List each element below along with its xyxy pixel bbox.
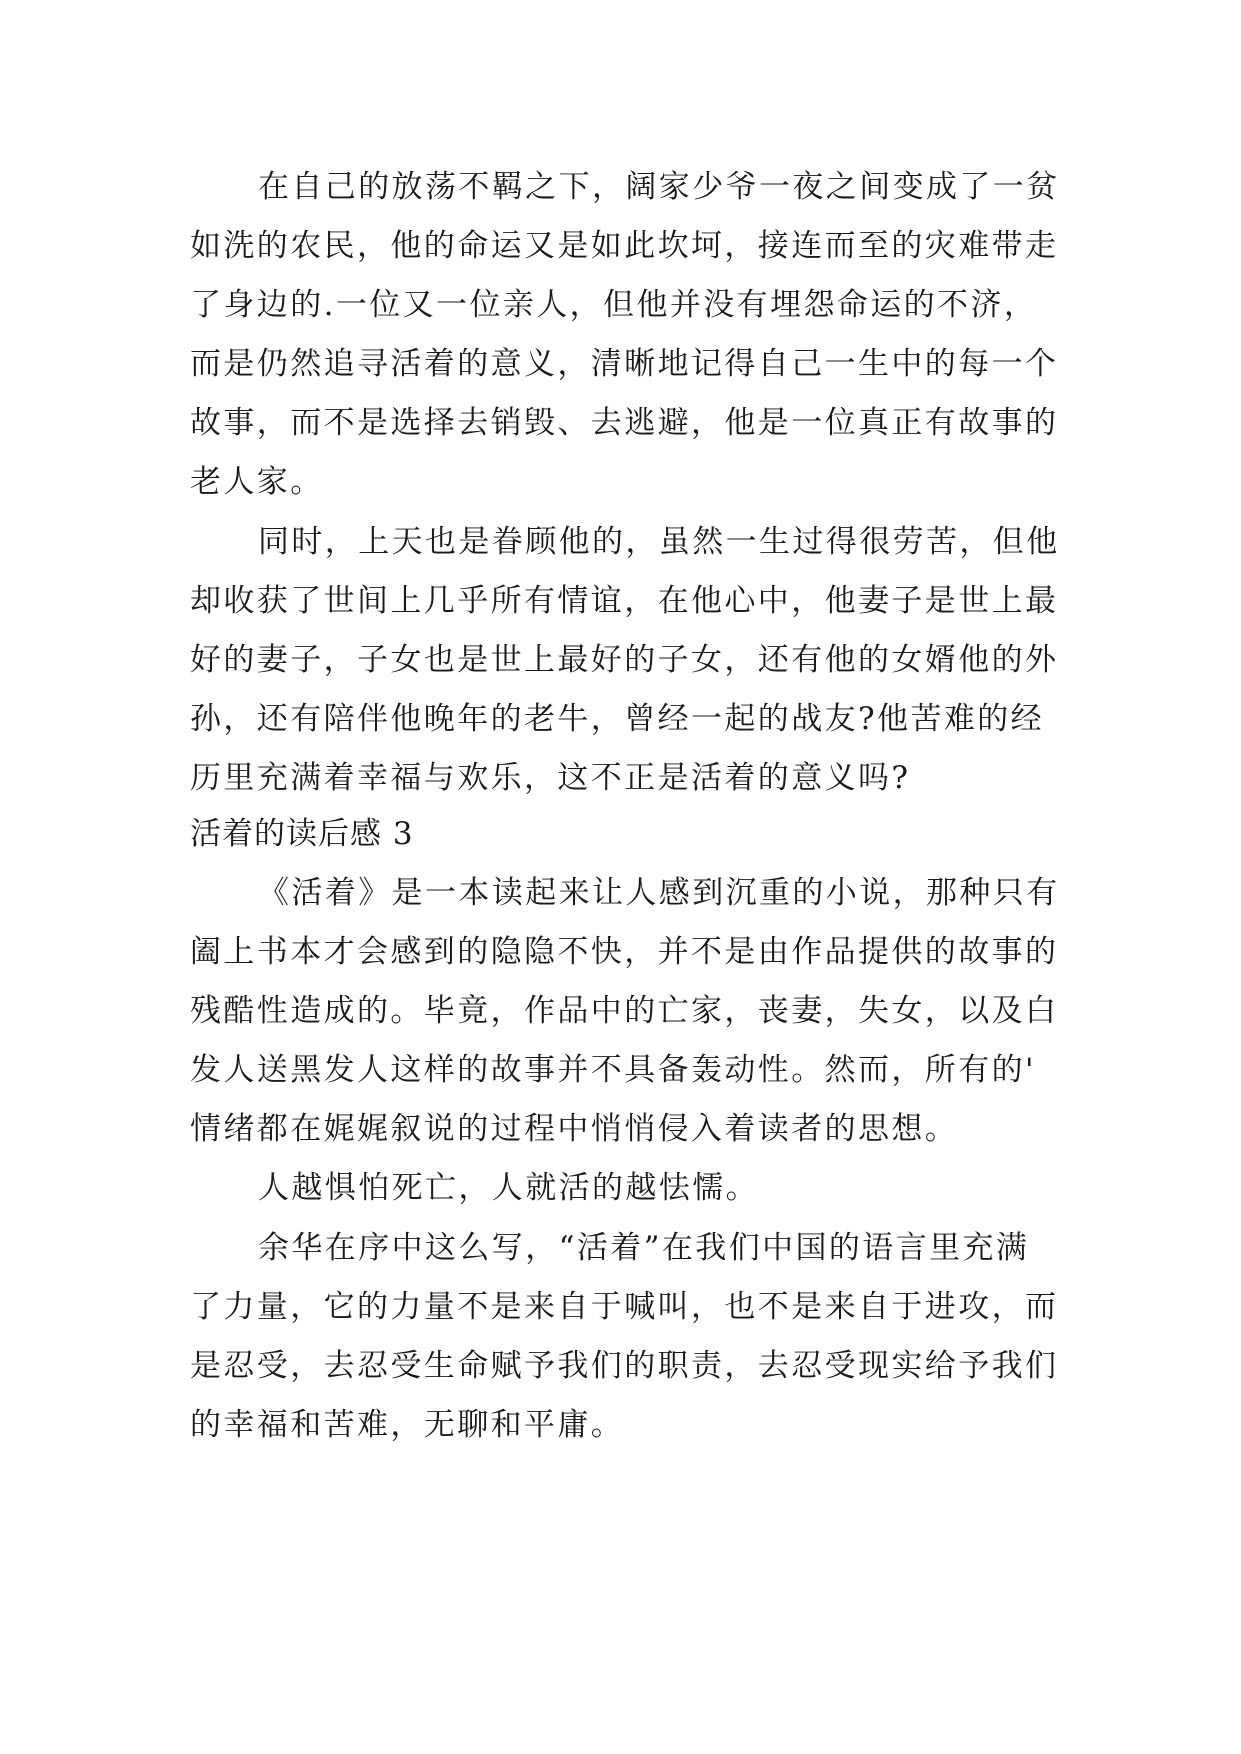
paragraph-2-line-4: 孙，还有陪伴他晚年的老牛，曾经一起的战友?他苦难的经 [190,701,1045,737]
paragraph-5-line-4: 的幸福和苦难，无聊和平庸。 [190,1407,625,1443]
paragraph-2-line-3: 好的妻子，子女也是世上最好的子女，还有他的女婿他的外 [190,642,1059,678]
paragraph-1-line-2: 如洗的农民，他的命运又是如此坎坷，接连而至的灾难带走 [190,228,1059,264]
paragraph-1-line-6: 老人家。 [190,464,324,500]
paragraph-3-line-5: 情绪都在娓娓叙说的过程中悄悄侵入着读者的思想。 [190,1111,959,1147]
paragraph-3-line-4: 发人送黑发人这样的故事并不具备轰动性。然而，所有的' [190,1052,1036,1088]
paragraph-3-line-3: 残酷性造成的。毕竟，作品中的亡家，丧妻，失女，以及白 [190,993,1059,1029]
section-heading: 活着的读后感 3 [190,816,414,852]
paragraph-5-line-2: 了力量，它的力量不是来自于喊叫，也不是来自于进攻，而 [190,1289,1059,1325]
paragraph-4-line-1: 人越惧怕死亡，人就活的越怯懦。 [258,1170,759,1206]
paragraph-1-line-3: 了身边的.一位又一位亲人，但他并没有埋怨命运的不济， [190,287,1038,323]
paragraph-2-line-2: 却收获了世间上几乎所有情谊，在他心中，他妻子是世上最 [190,583,1059,619]
paragraph-2-line-5: 历里充满着幸福与欢乐，这不正是活着的意义吗? [190,760,911,796]
paragraph-1-line-1: 在自己的放荡不羁之下，阔家少爷一夜之间变成了一贫 [258,169,1060,205]
paragraph-1-line-5: 故事，而不是选择去销毁、去逃避，他是一位真正有故事的 [190,405,1059,441]
paragraph-3-line-2: 阖上书本才会感到的隐隐不快，并不是由作品提供的故事的 [190,934,1059,970]
paragraph-2-line-1: 同时，上天也是眷顾他的，虽然一生过得很劳苦，但他 [258,524,1060,560]
paragraph-1-line-4: 而是仍然追寻活着的意义，清晰地记得自己一生中的每一个 [190,346,1059,382]
paragraph-5-line-3: 是忍受，去忍受生命赋予我们的职责，去忍受现实给予我们 [190,1348,1059,1384]
paragraph-3-line-1: 《活着》是一本读起来让人感到沉重的小说，那种只有 [258,875,1060,911]
paragraph-5-line-1: 余华在序中这么写，“活着”在我们中国的语言里充满 [258,1230,1030,1266]
